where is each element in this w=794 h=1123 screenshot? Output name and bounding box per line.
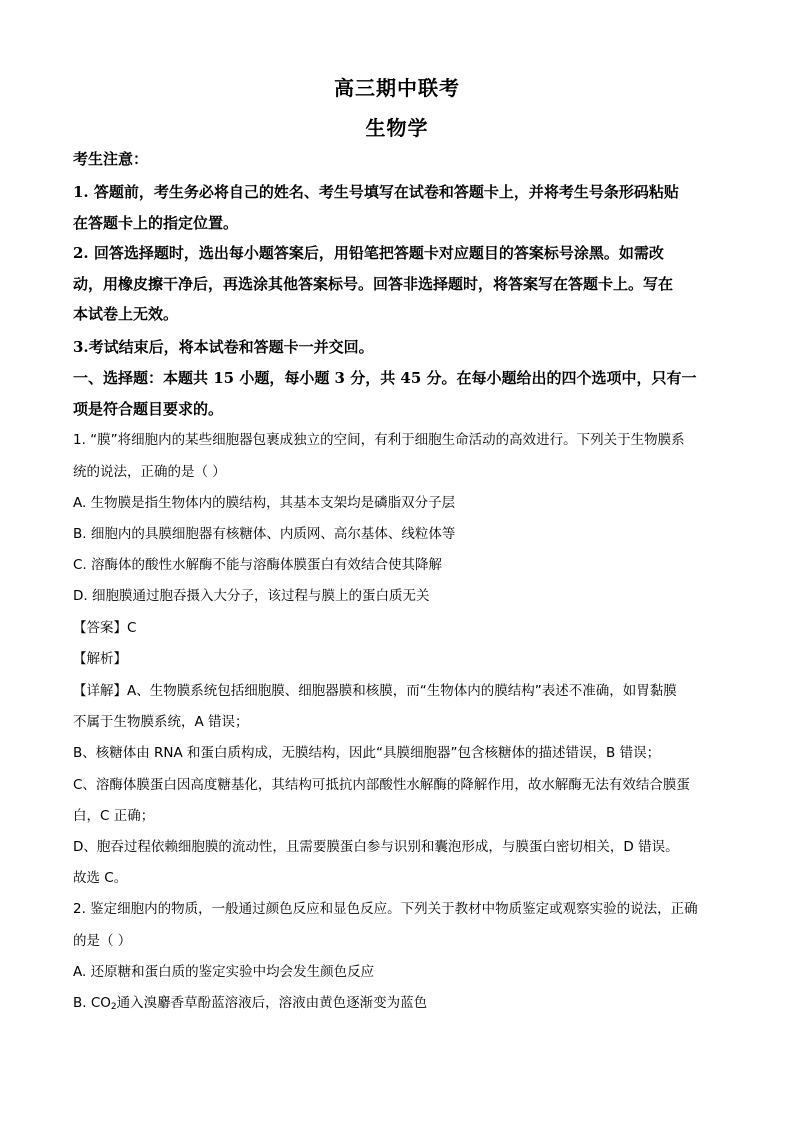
q2-option-b [73,997,427,1012]
q2-option-b-prefix: B. CO [73,995,111,1011]
notice-item-1-line-2: 在答题卡上的指定位置。 [73,214,239,232]
exam-title: 高三期中联考 [334,76,460,100]
section-heading-line-1: 一、选择题：本题共 15 小题，每小题 3 分，共 45 分。在每小题给出的四个选项中，只有一 [73,369,697,387]
notice-heading: 考生注意： [73,150,149,168]
q1-stem-line-1: 1. “膜”将细胞内的某些细胞器包裹成独立的空间，有利于细胞生命活动的高效进行。下列关于生物膜系 [73,432,685,448]
q1-option-b: B. 细胞内的具膜细胞器有核糖体、内质网、高尔基体、线粒体等 [73,526,456,542]
q1-detail-line-2: 不属于生物膜系统，A 错误； [73,714,249,730]
q1-detail-line-3: B、核糖体由 RNA 和蛋白质构成，无膜结构，因此“具膜细胞器”包含核糖体的描述错误，B 错误； [73,745,661,761]
q1-answer: 【答案】C [73,620,137,636]
q1-option-d: D. 细胞膜通过胞吞摄入大分子，该过程与膜上的蛋白质无关 [73,588,430,604]
q2-option-b-subscript: 2 [110,1002,117,1012]
section-heading-line-2: 项是符合题目要求的。 [73,400,224,418]
q2-option-b-text: 通入溴麝香草酚蓝溶液后，溶液由黄色逐渐变为蓝色 [116,995,428,1011]
q2-stem-line-1: 2. 鉴定细胞内的物质，一般通过颜色反应和显色反应。下列关于教材中物质鉴定或观察实验的说法，正确 [73,901,698,917]
q1-option-c: C. 溶酶体的酸性水解酶不能与溶酶体膜蛋白有效结合使其降解 [73,557,443,573]
q2-option-a: A. 还原糖和蛋白质的鉴定实验中均会发生颜色反应 [73,964,375,980]
subject-title: 生物学 [365,116,429,140]
q1-detail-line-6: D、胞吞过程依赖细胞膜的流动性，且需要膜蛋白参与识别和囊泡形成，与膜蛋白密切相关，D 错误。 [73,839,679,855]
q1-detail-line-7: 故选 C。 [73,870,128,886]
q1-stem-line-2: 统的说法，正确的是（ ） [73,464,226,480]
notice-item-3: 3.考试结束后，将本试卷和答题卡一并交回。 [73,338,374,356]
q2-stem-line-2: 的是（ ） [73,933,132,949]
q1-detail-line-5: 白，C 正确； [73,808,155,824]
q1-detail-line-1: 【详解】A、生物膜系统包括细胞膜、细胞器膜和核膜，而“生物体内的膜结构”表述不准确，如胃黏膜 [73,683,677,699]
q1-analysis-label: 【解析】 [73,651,127,667]
notice-item-2-line-2: 动，用橡皮擦干净后，再选涂其他答案标号。回答非选择题时，将答案写在答题卡上。写在 [73,275,674,293]
notice-item-2-line-1: 2. 回答选择题时，选出每小题答案后，用铅笔把答题卡对应题目的答案标号涂黑。如需改 [73,244,664,262]
notice-item-2-line-3: 本试卷上无效。 [73,305,179,323]
notice-item-1-line-1: 1. 答题前，考生务必将自己的姓名、考生号填写在试卷和答题卡上，并将考生号条形码粘贴 [73,183,679,201]
q1-option-a: A. 生物膜是指生物体内的膜结构，其基本支架均是磷脂双分子层 [73,495,456,511]
q1-detail-line-4: C、溶酶体膜蛋白因高度糖基化，其结构可抵抗内部酸性水解酶的降解作用，故水解酶无法有效结合膜蛋 [73,777,690,793]
